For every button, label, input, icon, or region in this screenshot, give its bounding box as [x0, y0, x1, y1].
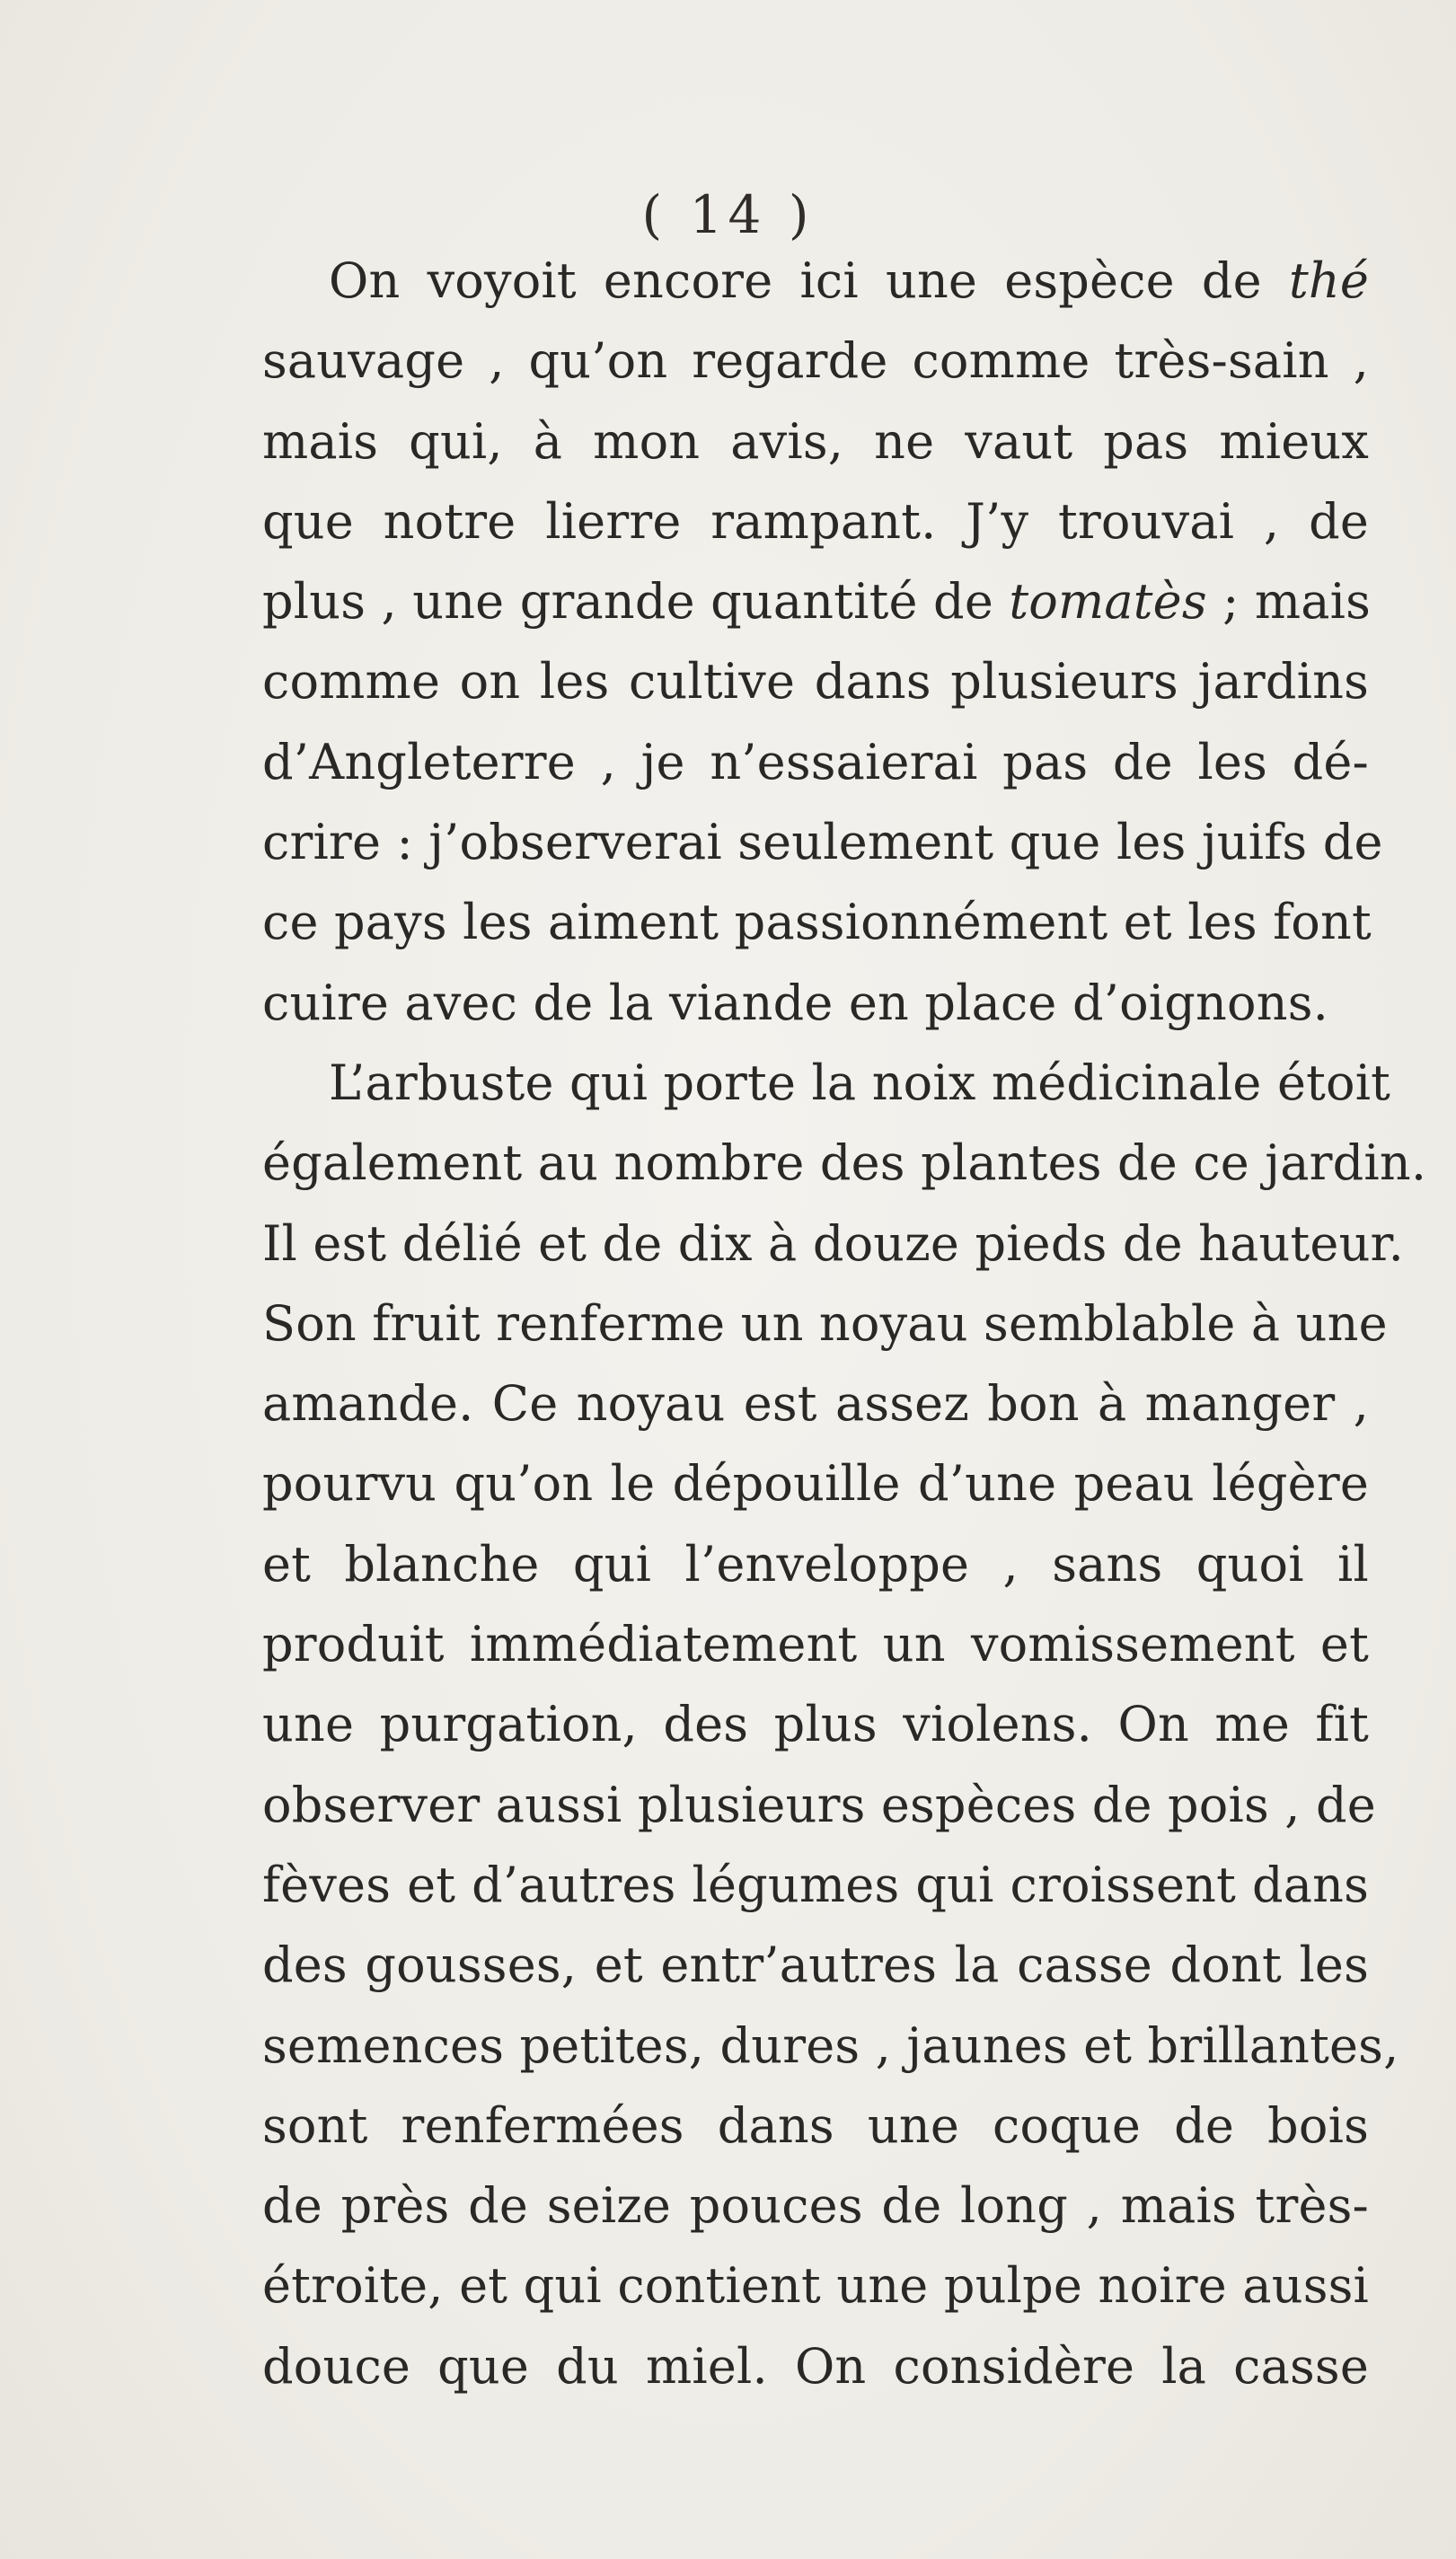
text-run: étroite, et qui contient une pulpe noire aussi	[262, 2257, 1369, 2315]
italic-text-run: thé	[1288, 252, 1369, 309]
text-line	[262, 722, 1369, 802]
text-line	[262, 802, 1383, 882]
text-run: plus , une grande quantité de	[262, 573, 1010, 631]
text-run: que notre lierre rampant. J’y trouvai , de	[262, 492, 1369, 550]
text-run: fèves et d’autres légumes qui croissent dans	[262, 1856, 1369, 1913]
text-run: des gousses, et entr’autres la casse dont les	[262, 1937, 1369, 1994]
text-line	[262, 1204, 1405, 1284]
text-line	[262, 241, 1369, 321]
text-line	[262, 882, 1372, 962]
text-line	[262, 321, 1369, 401]
text-line	[262, 1284, 1388, 1363]
text-run: cuire avec de la viande en place d’oignons.	[262, 974, 1328, 1031]
text-line	[262, 1524, 1369, 1604]
text-line	[262, 1043, 1391, 1123]
text-run: produit immédiatement un vomissement et	[262, 1616, 1369, 1673]
text-run: amande. Ce noyau est assez bon à manger ,	[262, 1375, 1369, 1433]
text-line	[262, 1684, 1369, 1764]
text-run: une purgation, des plus violens. On me fit	[262, 1696, 1369, 1753]
text-run: semences petites, dures , jaunes et brillantes,	[262, 2016, 1399, 2074]
text-line	[262, 1845, 1369, 1925]
text-run: mais qui, à mon avis, ne vaut pas mieux	[262, 412, 1369, 470]
page-number: ( 14 )	[641, 184, 815, 245]
text-line	[262, 1604, 1369, 1684]
text-run: sauvage , qu’on regarde comme très-sain ,	[262, 332, 1369, 390]
text-line	[262, 401, 1369, 481]
text-line	[262, 641, 1369, 721]
text-line	[262, 481, 1369, 561]
italic-text-run: tomatès	[1009, 573, 1207, 631]
text-run: Son fruit renferme un noyau semblable à une	[262, 1294, 1388, 1352]
text-run: d’Angleterre , je n’essaierai pas de les dé-	[262, 733, 1369, 790]
paragraph	[262, 241, 1383, 1043]
text-line	[262, 1443, 1369, 1523]
text-run: de près de seize pouces de long , mais très-	[262, 2177, 1369, 2235]
text-run: et blanche qui l’enveloppe , sans quoi il	[262, 1535, 1369, 1593]
text-run: L’arbuste qui porte la noix médicinale étoit	[329, 1054, 1391, 1111]
body-text	[262, 241, 1427, 2406]
text-line	[262, 2326, 1369, 2406]
text-line	[262, 963, 1369, 1043]
paragraph	[262, 1043, 1427, 2406]
text-run: pourvu qu’on le dépouille d’une peau légère	[262, 1455, 1369, 1513]
text-run: ; mais	[1206, 573, 1372, 631]
text-line	[262, 1123, 1427, 1203]
text-line	[262, 2246, 1369, 2325]
text-run: Il est délié et de dix à douze pieds de hauteur.	[262, 1214, 1405, 1272]
text-run: comme on les cultive dans plusieurs jardins	[262, 653, 1369, 710]
text-line	[262, 2006, 1399, 2086]
text-line	[262, 2086, 1369, 2166]
text-run: également au nombre des plantes de ce jardin.	[262, 1134, 1427, 1192]
text-line	[262, 1925, 1369, 2005]
text-run: observer aussi plusieurs espèces de pois , de	[262, 1776, 1376, 1833]
text-run: sont renfermées dans une coque de bois	[262, 2096, 1369, 2154]
text-line	[262, 1363, 1369, 1443]
text-run: douce que du miel. On considère la casse	[262, 2337, 1369, 2395]
text-line	[262, 1765, 1376, 1845]
text-run: crire : j’observerai seulement que les juifs de	[262, 814, 1383, 871]
text-line	[262, 561, 1372, 641]
text-run: ce pays les aiment passionnément et les font	[262, 894, 1372, 951]
text-run: On voyoit encore ici une espèce de	[329, 252, 1289, 309]
text-line	[262, 2166, 1369, 2246]
